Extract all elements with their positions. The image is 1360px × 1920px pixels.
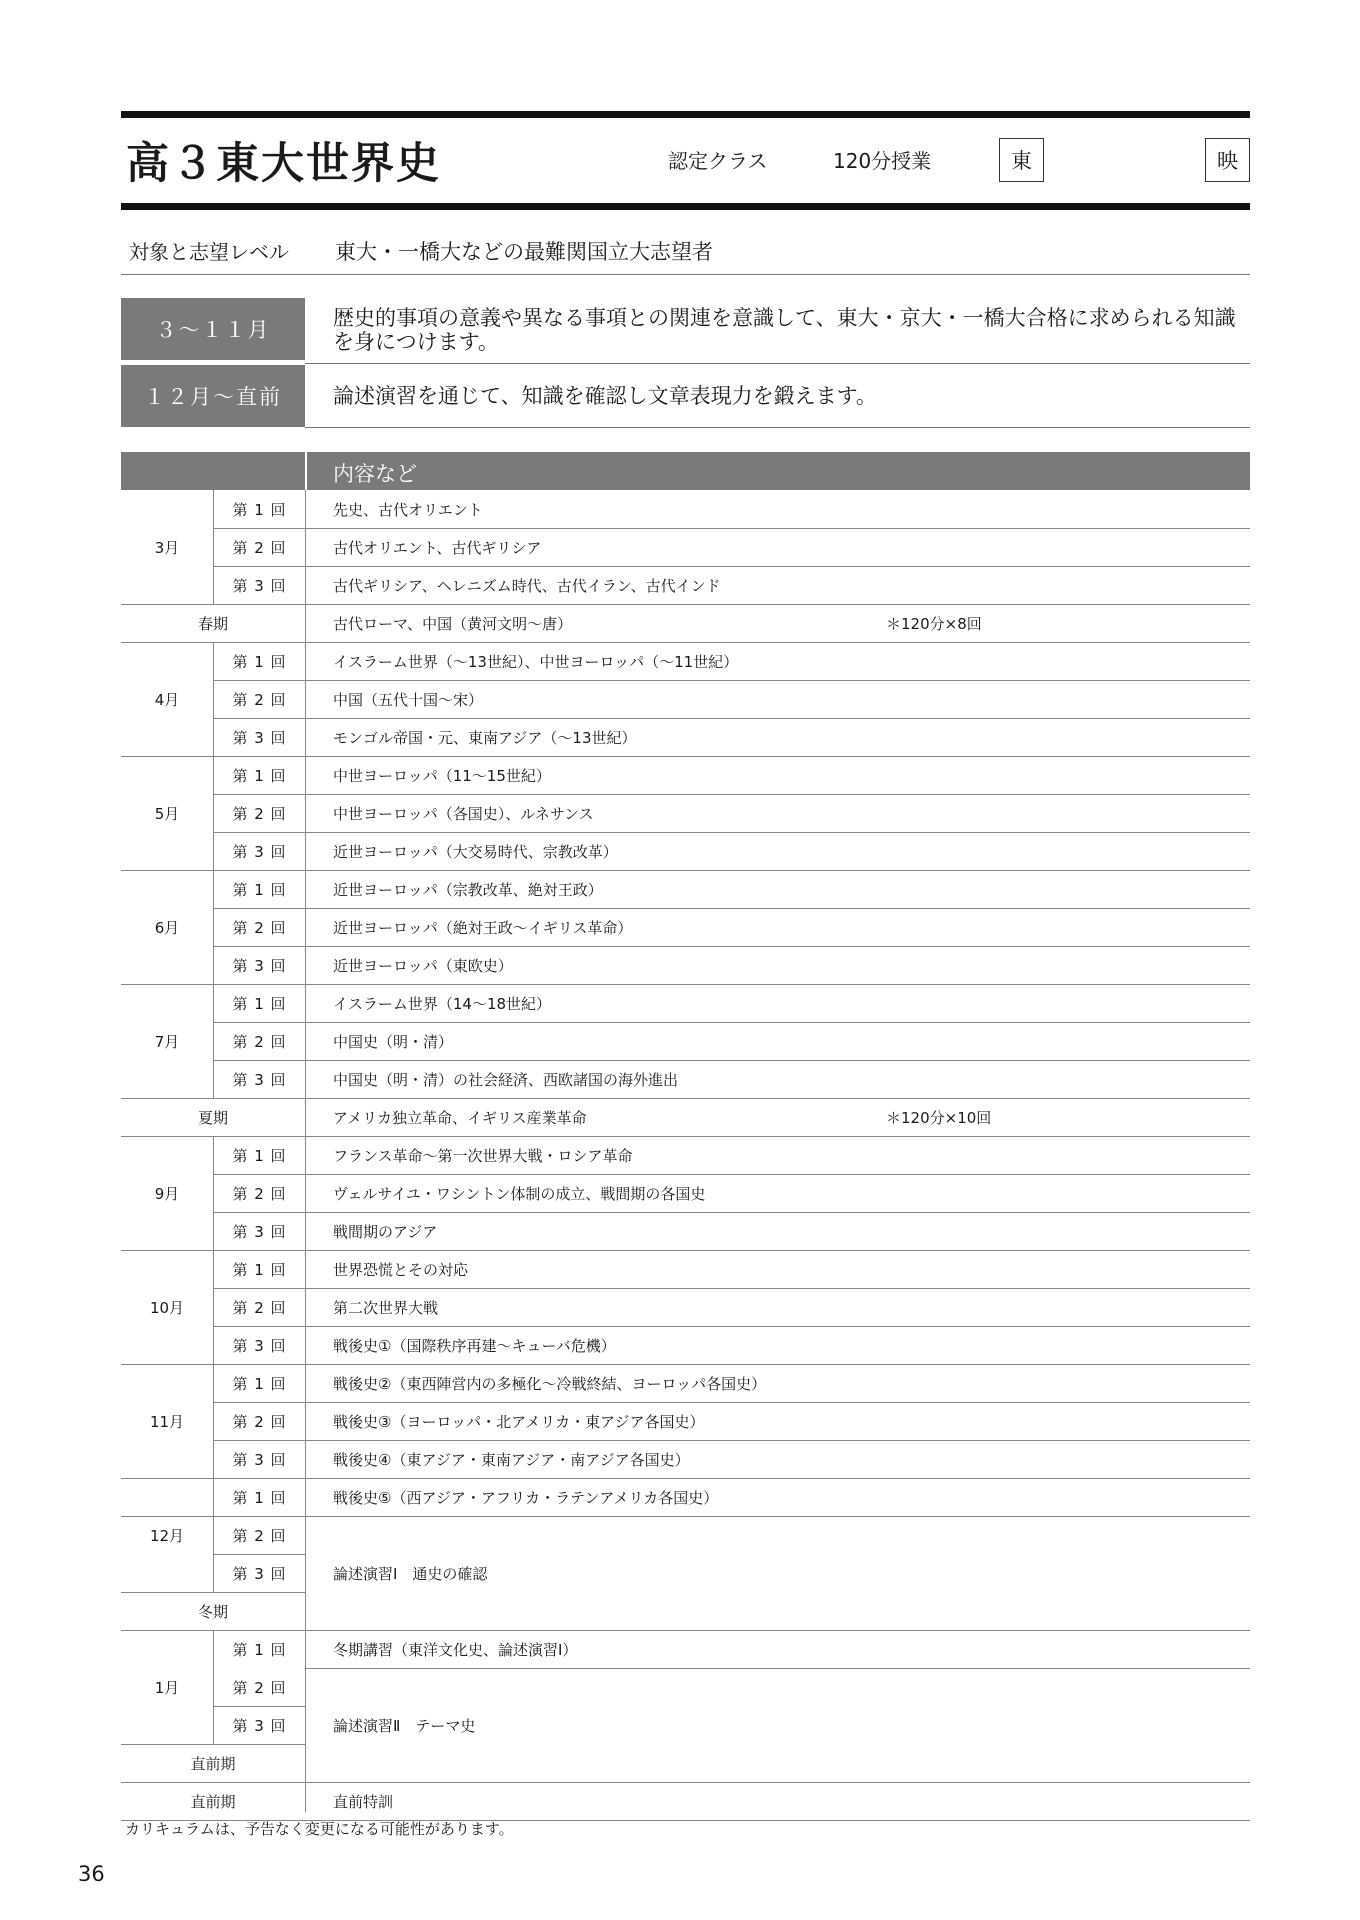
badge-left: 東 [999, 138, 1044, 182]
note-summer: ＊120分×10回 [886, 1109, 992, 1127]
content-spring: 古代ローマ、中国（黄河文明～唐） [333, 615, 573, 633]
session-label: 第 1 回 [232, 881, 287, 899]
session-label: 第 3 回 [232, 1717, 287, 1735]
month-5: 5月 [154, 805, 180, 823]
term-spring: 春期 [197, 615, 228, 633]
content-6-1: 近世ヨーロッパ（宗教改革、絶対王政） [333, 881, 603, 899]
page-title: 高３東大世界史 [126, 139, 441, 189]
session-label: 第 1 回 [232, 1489, 287, 1507]
session-label: 第 3 回 [232, 1071, 287, 1089]
content-1-1: 冬期講習（東洋文化史、論述演習Ⅰ） [333, 1641, 578, 1659]
class-duration: 120分授業 [833, 149, 932, 173]
term-final-b: 直前期 [190, 1793, 236, 1811]
content-12-1: 戦後史⑤（西アジア・アフリカ・ラテンアメリカ各国史） [333, 1489, 719, 1507]
phase-label-1: ３～１１月 [121, 298, 305, 360]
session-label: 第 2 回 [232, 1033, 287, 1051]
month-10: 10月 [149, 1299, 185, 1317]
content-5-1: 中世ヨーロッパ（11～15世紀） [333, 767, 551, 785]
class-type: 認定クラス [668, 149, 768, 173]
content-4-2: 中国（五代十国～宋） [333, 691, 484, 709]
month-4: 4月 [154, 691, 180, 709]
content-final: 直前特訓 [333, 1793, 394, 1811]
content-7-1: イスラーム世界（14～18世紀） [333, 995, 552, 1013]
session-label: 第 3 回 [232, 1565, 287, 1583]
phase-bottom-line [305, 427, 1250, 428]
content-1-rest: 論述演習Ⅱ テーマ史 [333, 1717, 476, 1735]
content-9-1: フランス革命～第一次世界大戦・ロシア革命 [333, 1147, 633, 1165]
month-7: 7月 [154, 1033, 180, 1051]
term-winter: 冬期 [197, 1603, 228, 1621]
session-label: 第 3 回 [232, 1451, 287, 1469]
content-12-rest: 論述演習Ⅰ 通史の確認 [333, 1565, 488, 1583]
session-label: 第 2 回 [232, 805, 287, 823]
table-header [121, 452, 1250, 490]
session-label: 第 1 回 [232, 653, 287, 671]
session-label: 第 3 回 [232, 1337, 287, 1355]
target-row [121, 222, 1250, 275]
session-label: 第 3 回 [232, 577, 287, 595]
session-label: 第 2 回 [232, 1679, 287, 1697]
content-9-3: 戦間期のアジア [333, 1223, 438, 1241]
content-5-3: 近世ヨーロッパ（大交易時代、宗教改革） [333, 843, 618, 861]
session-label: 第 1 回 [232, 767, 287, 785]
content-summer: アメリカ独立革命、イギリス産業革命 [333, 1109, 587, 1127]
session-label: 第 2 回 [232, 1413, 287, 1431]
session-label: 第 1 回 [232, 995, 287, 1013]
session-label: 第 3 回 [232, 843, 287, 861]
content-9-2: ヴェルサイユ・ワシントン体制の成立、戦間期の各国史 [333, 1185, 706, 1203]
badge-right: 映 [1205, 138, 1250, 182]
content-7-3: 中国史（明・清）の社会経済、西欧諸国の海外進出 [333, 1071, 679, 1089]
session-label: 第 3 回 [232, 1223, 287, 1241]
target-value: 東大・一橋大などの最難関国立大志望者 [335, 240, 713, 264]
month-3: 3月 [154, 539, 180, 557]
content-6-2: 近世ヨーロッパ（絶対王政～イギリス革命） [333, 919, 633, 937]
session-label: 第 3 回 [232, 729, 287, 747]
bottom-rule [121, 203, 1250, 210]
content-11-1: 戦後史②（東西陣営内の多極化～冷戦終結、ヨーロッパ各国史） [333, 1375, 767, 1393]
header-separator [305, 452, 307, 490]
content-4-1: イスラーム世界（～13世紀）、中世ヨーロッパ（～11世紀） [333, 653, 739, 671]
session-label: 第 1 回 [232, 1147, 287, 1165]
footnote: カリキュラムは、予告なく変更になる可能性があります。 [125, 1820, 514, 1838]
session-label: 第 2 回 [232, 1185, 287, 1203]
month-9: 9月 [154, 1185, 180, 1203]
session-label: 第 1 回 [232, 1261, 287, 1279]
content-10-2: 第二次世界大戦 [333, 1299, 439, 1317]
session-label: 第 2 回 [232, 919, 287, 937]
note-spring: ＊120分×8回 [886, 615, 982, 633]
phase-text-2: 論述演習を通じて、知識を確認し文章表現力を鍛えます。 [333, 384, 877, 408]
month-6: 6月 [154, 919, 180, 937]
top-rule [121, 111, 1250, 118]
content-11-2: 戦後史③（ヨーロッパ・北アメリカ・東アジア各国史） [333, 1413, 705, 1431]
phase-label-2: １２月～直前 [121, 365, 305, 427]
month-11: 11月 [149, 1413, 185, 1431]
session-label: 第 2 回 [232, 1299, 287, 1317]
content-10-1: 世界恐慌とその対応 [333, 1261, 469, 1279]
session-label: 第 3 回 [232, 957, 287, 975]
content-7-2: 中国史（明・清） [333, 1033, 454, 1051]
content-3-3: 古代ギリシア、ヘレニズム時代、古代イラン、古代インド [333, 577, 721, 595]
content-11-3: 戦後史④（東アジア・東南アジア・南アジア各国史） [333, 1451, 690, 1469]
session-label: 第 2 回 [232, 1527, 287, 1545]
session-label: 第 2 回 [232, 691, 287, 709]
content-3-2: 古代オリエント、古代ギリシア [333, 539, 542, 557]
phase-text-1: 歴史的事項の意義や異なる事項との関連を意識して、東大・京大・一橋大合格に求められる知識を身につけます。 [333, 306, 1236, 354]
target-label: 対象と志望レベル [129, 240, 289, 264]
table-header-label: 内容など [333, 462, 417, 486]
session-label: 第 1 回 [232, 501, 287, 519]
term-final-a: 直前期 [190, 1755, 236, 1773]
session-label: 第 2 回 [232, 539, 287, 557]
content-6-3: 近世ヨーロッパ（東欧史） [333, 957, 513, 975]
content-4-3: モンゴル帝国・元、東南アジア（～13世紀） [333, 729, 637, 747]
session-label: 第 1 回 [232, 1641, 287, 1659]
page-number: 36 [78, 1862, 105, 1886]
phase-divider [305, 363, 1250, 364]
content-10-3: 戦後史①（国際秩序再建～キューバ危機） [333, 1337, 616, 1355]
term-summer: 夏期 [197, 1109, 228, 1127]
month-1: 1月 [154, 1679, 180, 1697]
month-12: 12月 [149, 1527, 185, 1545]
content-5-2: 中世ヨーロッパ（各国史）、ルネサンス [333, 805, 594, 823]
content-3-1: 先史、古代オリエント [333, 501, 483, 519]
session-label: 第 1 回 [232, 1375, 287, 1393]
